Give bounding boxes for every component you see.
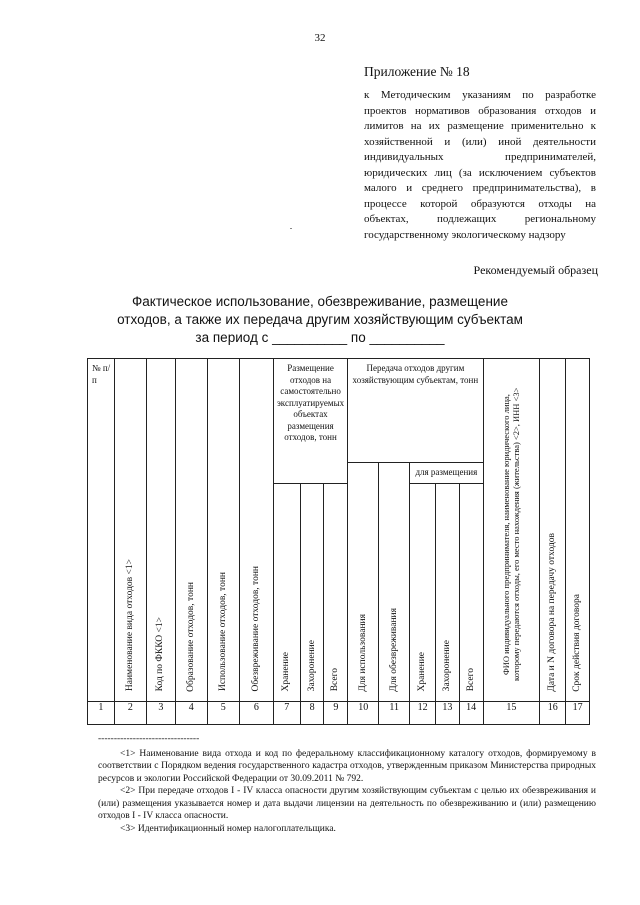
column-number: 8 bbox=[300, 701, 324, 724]
header-transfer-neutralize: Для обезвреживания bbox=[379, 463, 410, 702]
footnote-3: <3> Идентификационный номер налогоплательщика. bbox=[120, 823, 336, 834]
column-number: 10 bbox=[348, 701, 379, 724]
header-recipient: ФИО индивидуального предпринимателя, наименование юридического лица, которому передаются отходы, его место нахождения (жительства) <2>, ИНН <3> bbox=[483, 359, 540, 702]
title-line-2: отходов, а также их передача другим хозяйствующим субъектам bbox=[117, 312, 523, 327]
column-number: 4 bbox=[175, 701, 207, 724]
scan-speck bbox=[290, 228, 292, 229]
column-number-row bbox=[88, 701, 590, 724]
column-number: 12 bbox=[410, 701, 436, 724]
header-generation: Образование отходов, тонн bbox=[175, 359, 207, 702]
header-use: Использование отходов, тонн bbox=[207, 359, 239, 702]
header-placement-group: для размещения bbox=[410, 463, 483, 484]
footnote-1: <1> Наименование вида отхода и код по федеральному классификационному каталогу отходов, формируемому в соответствии с Порядком ведения государственного кадастра отходов, утвержденным приказом Министерства природных ресурсов и экологии Российской Федерации от 30.09.2011 № 792. bbox=[98, 748, 596, 784]
column-number: 11 bbox=[379, 701, 410, 724]
column-number: 14 bbox=[459, 701, 483, 724]
header-own-burial: Захоронение bbox=[300, 483, 324, 701]
column-number: 13 bbox=[436, 701, 460, 724]
header-contract-term: Срок действия договора bbox=[566, 359, 590, 702]
page-number: 32 bbox=[314, 32, 326, 44]
footnote-2: <2> При передаче отходов I - IV класса опасности другим хозяйствующим субъектам с целью их обезвреживания и (или) размещения указывается номер и дата выдачи лицензии на деятельность по обезвреживанию и (или) размещению отходов I - IV класса опасности. bbox=[98, 786, 596, 821]
column-number: 5 bbox=[207, 701, 239, 724]
header-neutralization: Обезвреживание отходов, тонн bbox=[239, 359, 273, 702]
footnote-separator: -------------------------------- bbox=[98, 734, 200, 744]
header-number bbox=[88, 359, 115, 702]
column-number: 15 bbox=[483, 701, 540, 724]
header-fkko-code: Код по ФККО <1> bbox=[146, 359, 175, 702]
header-own-total: Всего bbox=[324, 483, 348, 701]
report-table bbox=[87, 358, 590, 725]
header-waste-name: Наименование вида отходов <1> bbox=[114, 359, 146, 702]
header-place-total: Всего bbox=[459, 483, 483, 701]
header-own-placement-group: Размещение отходов на самостоятельно эксплуатируемых объектах размещения отходов, тонн bbox=[273, 359, 347, 484]
header-number-label: № п/п bbox=[92, 363, 111, 385]
header-transfer-group: Передача отходов другим хозяйствующим субъектам, тонн bbox=[348, 359, 483, 463]
document-title bbox=[60, 293, 580, 347]
column-number: 17 bbox=[566, 701, 590, 724]
column-number: 3 bbox=[146, 701, 175, 724]
title-line-1: Фактическое использование, обезвреживание, размещение bbox=[132, 294, 508, 309]
column-number: 2 bbox=[114, 701, 146, 724]
appendix-text: к Методическим указаниям по разработке проектов нормативов образования отходов и лимитов на их размещение применительно к хозяйственной и (или) иной деятельности индивидуальных предпринимателей, юридических лиц (за исключением субъектов малого и среднего предпринимательства), в процессе которой образуются отходы на объектах, подлежащих региональному государственному экологическому надзору bbox=[364, 89, 596, 241]
header-place-storage: Хранение bbox=[410, 483, 436, 701]
column-number: 9 bbox=[324, 701, 348, 724]
header-transfer-use: Для использования bbox=[348, 463, 379, 702]
column-number: 6 bbox=[239, 701, 273, 724]
header-contract-date: Дата и N договора на передачу отходов bbox=[540, 359, 566, 702]
footnotes bbox=[98, 733, 596, 835]
sample-label: Рекомендуемый образец bbox=[473, 263, 598, 277]
header-own-storage: Хранение bbox=[273, 483, 300, 701]
column-number: 16 bbox=[540, 701, 566, 724]
appendix-title: Приложение № 18 bbox=[364, 64, 470, 79]
header-place-burial: Захоронение bbox=[436, 483, 460, 701]
column-number: 7 bbox=[273, 701, 300, 724]
title-line-3: за период с __________ по __________ bbox=[195, 330, 445, 345]
column-number: 1 bbox=[88, 701, 115, 724]
